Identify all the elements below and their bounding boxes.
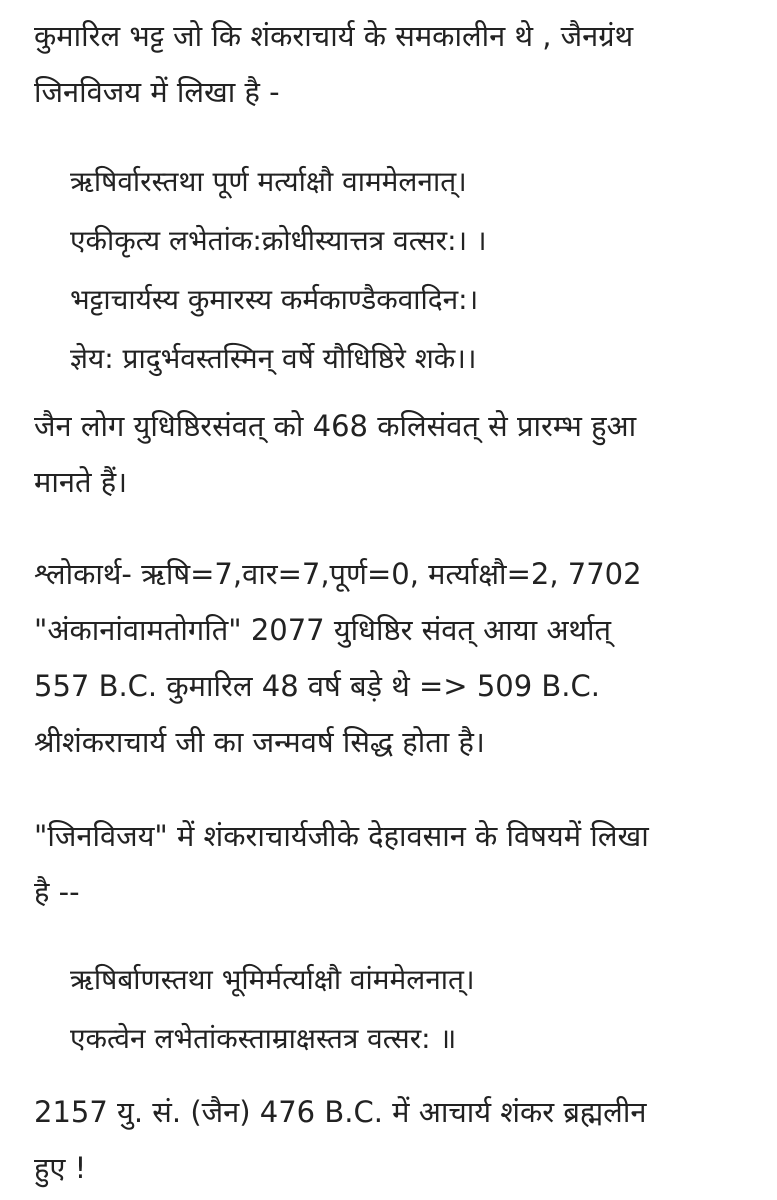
verse1-line-3: भट्टाचार्यस्य कुमारस्य कर्मकाण्डैकवादिन:। [70, 283, 479, 316]
shlokarth-line-4: श्रीशंकराचार्य जी का जन्मवर्ष सिद्ध होता है। [34, 725, 485, 759]
intro-line-2: जिनविजय में लिखा है - [34, 75, 280, 109]
shlokarth-line-2: "अंकानांवामतोगति" 2077 युधिष्ठिर संवत् आया अर्थात् [34, 613, 612, 647]
verse2-line-2: एकत्वेन लभेतांकस्ताम्राक्षस्तत्र वत्सर: ॥ [70, 1022, 457, 1055]
verse1-line-4: ज्ञेय: प्रादुर्भवस्तस्मिन् वर्षे यौधिष्ठिरे शके।। [70, 342, 477, 375]
verse-block-1 [34, 152, 759, 388]
jain-era-line-1: जैन लोग युधिष्ठिरसंवत् को 468 कलिसंवत् से प्रारम्भ हुआ [34, 409, 637, 443]
jain-era-paragraph [34, 398, 759, 510]
death-intro-line-1: "जिनविजय" में शंकराचार्यजीके देहावसान के विषयमें लिखा [34, 819, 649, 853]
conclusion-line-2: हुए ! [34, 1151, 87, 1185]
verse-block-2 [34, 950, 759, 1068]
death-intro-paragraph [34, 808, 759, 920]
verse1-line-1: ऋषिर्वारस्तथा पूर्ण मर्त्याक्षौ वाममेलनात्। [70, 165, 467, 198]
verse1-line-2: एकीकृत्य लभेतांक:क्रोधीस्यात्तत्र वत्सर:। । [70, 224, 487, 257]
death-intro-line-2: है -- [34, 875, 80, 909]
verse2-line-1: ऋषिर्बाणस्तथा भूमिर्मर्त्याक्षौ वांममेलनात्। [70, 963, 475, 996]
conclusion-paragraph [34, 1084, 759, 1196]
shlokarth-paragraph [34, 546, 759, 770]
intro-paragraph [34, 8, 759, 120]
shlokarth-line-1: श्लोकार्थ- ऋषि=7,वार=7,पूर्ण=0, मर्त्याक्षौ=2, 7702 [34, 557, 642, 591]
jain-era-line-2: मानते हैं। [34, 465, 128, 499]
intro-line-1: कुमारिल भट्ट जो कि शंकराचार्य के समकालीन थे , जैनग्रंथ [34, 19, 634, 53]
conclusion-line-1: 2157 यु. सं. (जैन) 476 B.C. में आचार्य शंकर ब्रह्मलीन [34, 1095, 647, 1129]
shlokarth-line-3: 557 B.C. कुमारिल 48 वर्ष बड़े थे => 509 B.C. [34, 669, 600, 703]
